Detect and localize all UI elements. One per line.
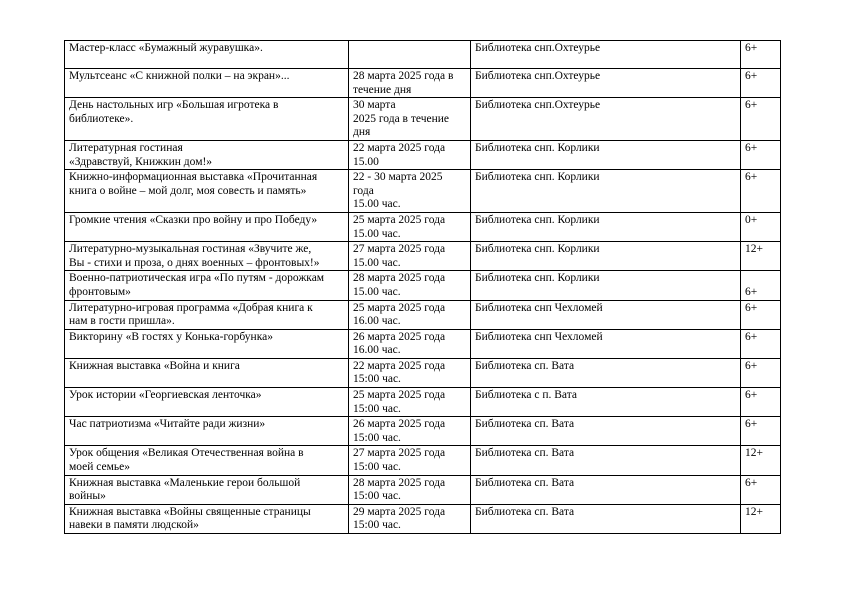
event-cell: Книжно-информационная выставка «Прочитанная книга о войне – мой долг, моя совесть и память» [65, 170, 349, 213]
age-cell: 12+ [741, 504, 781, 533]
event-cell: Мастер-класс «Бумажный журавушка». [65, 41, 349, 69]
date-cell: 25 марта 2025 года 15.00 час. [349, 212, 471, 241]
place-cell: Библиотека снп.Охтеурье [471, 69, 741, 98]
table-row [65, 140, 781, 169]
date-cell: 28 марта 2025 года 15.00 час. [349, 271, 471, 300]
event-cell: Литературно-музыкальная гостиная «Звучите же, Вы - стихи и проза, о днях военных – фронтовых!» [65, 242, 349, 271]
date-cell: 26 марта 2025 года 16.00 час. [349, 329, 471, 358]
event-cell: Громкие чтения «Сказки про войну и про Победу» [65, 212, 349, 241]
place-cell: Библиотека снп. Корлики [471, 242, 741, 271]
age-cell: 12+ [741, 446, 781, 475]
event-cell: Книжная выставка «Маленькие герои большой войны» [65, 475, 349, 504]
place-cell: Библиотека снп.Охтеурье [471, 41, 741, 69]
table-row [65, 69, 781, 98]
place-cell: Библиотека сп. Вата [471, 446, 741, 475]
age-cell: 6+ [741, 329, 781, 358]
place-cell: Библиотека снп. Корлики [471, 212, 741, 241]
table-row [65, 170, 781, 213]
date-cell: 28 марта 2025 года в течение дня [349, 69, 471, 98]
table-row [65, 271, 781, 300]
date-cell: 26 марта 2025 года 15:00 час. [349, 417, 471, 446]
age-cell: 12+ [741, 242, 781, 271]
event-cell: Литературная гостиная «Здравствуй, Книжкин дом!» [65, 140, 349, 169]
date-cell: 25 марта 2025 года 16.00 час. [349, 300, 471, 329]
table-row [65, 504, 781, 533]
date-cell: 29 марта 2025 года 15:00 час. [349, 504, 471, 533]
date-cell: 27 марта 2025 года 15:00 час. [349, 446, 471, 475]
date-cell: 27 марта 2025 года 15.00 час. [349, 242, 471, 271]
table-row [65, 98, 781, 141]
age-cell: 6+ [741, 271, 781, 300]
place-cell: Библиотека снп.Охтеурье [471, 98, 741, 141]
event-cell: Военно-патриотическая игра «По путям - дорожкам фронтовым» [65, 271, 349, 300]
table-row [65, 417, 781, 446]
event-cell: Мультсеанс «С книжной полки – на экран»... [65, 69, 349, 98]
date-cell: 22 - 30 марта 2025 года 15.00 час. [349, 170, 471, 213]
age-cell: 6+ [741, 358, 781, 387]
place-cell: Библиотека сп. Вата [471, 475, 741, 504]
table-row [65, 388, 781, 417]
age-cell: 6+ [741, 41, 781, 69]
age-cell: 0+ [741, 212, 781, 241]
event-cell: Урок общения «Великая Отечественная война в моей семье» [65, 446, 349, 475]
table-row [65, 212, 781, 241]
age-cell: 6+ [741, 69, 781, 98]
table-row [65, 475, 781, 504]
event-cell: Литературно-игровая программа «Добрая книга к нам в гости пришла». [65, 300, 349, 329]
event-cell: День настольных игр «Большая игротека в библиотеке». [65, 98, 349, 141]
table-row [65, 41, 781, 69]
place-cell: Библиотека снп. Корлики [471, 140, 741, 169]
date-cell: 28 марта 2025 года 15:00 час. [349, 475, 471, 504]
place-cell: Библиотека снп. Корлики [471, 170, 741, 213]
place-cell: Библиотека снп Чехломей [471, 329, 741, 358]
place-cell: Библиотека с п. Вата [471, 388, 741, 417]
age-cell: 6+ [741, 98, 781, 141]
table-row [65, 446, 781, 475]
event-cell: Викторину «В гостях у Конька-горбунка» [65, 329, 349, 358]
place-cell: Библиотека сп. Вата [471, 504, 741, 533]
table-row [65, 242, 781, 271]
age-cell: 6+ [741, 140, 781, 169]
place-cell: Библиотека сп. Вата [471, 417, 741, 446]
age-cell: 6+ [741, 170, 781, 213]
age-cell: 6+ [741, 388, 781, 417]
place-cell: Библиотека снп Чехломей [471, 300, 741, 329]
age-cell: 6+ [741, 475, 781, 504]
event-cell: Час патриотизма «Читайте ради жизни» [65, 417, 349, 446]
age-cell: 6+ [741, 417, 781, 446]
table-row [65, 300, 781, 329]
date-cell: 30 марта 2025 года в течение дня [349, 98, 471, 141]
event-cell: Урок истории «Георгиевская ленточка» [65, 388, 349, 417]
event-cell: Книжная выставка «Войны священные страницы навеки в памяти людской» [65, 504, 349, 533]
event-cell: Книжная выставка «Война и книга [65, 358, 349, 387]
events-table [64, 40, 781, 534]
place-cell: Библиотека сп. Вата [471, 358, 741, 387]
date-cell: 25 марта 2025 года 15:00 час. [349, 388, 471, 417]
date-cell: 22 марта 2025 года 15:00 час. [349, 358, 471, 387]
date-cell: 22 марта 2025 года 15.00 [349, 140, 471, 169]
table-row [65, 329, 781, 358]
date-cell [349, 41, 471, 69]
age-cell: 6+ [741, 300, 781, 329]
table-row [65, 358, 781, 387]
place-cell: Библиотека снп. Корлики [471, 271, 741, 300]
